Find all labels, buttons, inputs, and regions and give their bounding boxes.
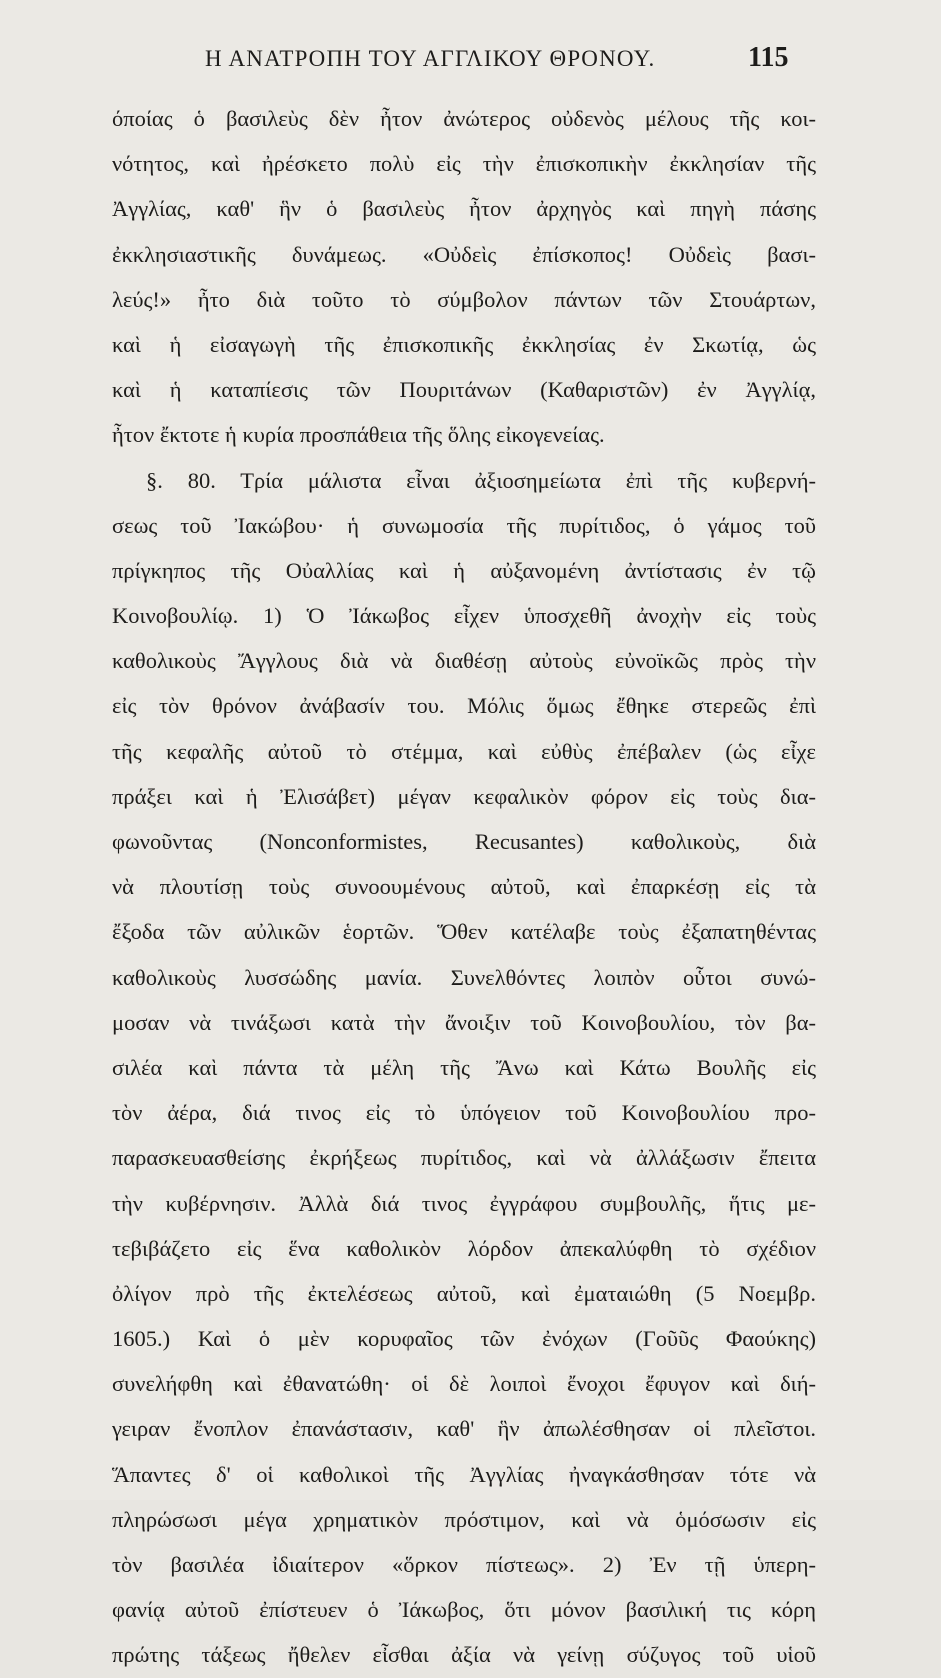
text-line: ἐκκλησιαστικῆς δυνάμεως. «Οὐδεὶς ἐπίσκοπος! Οὐδεὶς βασι- <box>112 241 816 267</box>
text-line: καθολικοὺς λυσσώδης μανία. Συνελθόντες λοιπὸν οὗτοι συνώ- <box>112 964 816 990</box>
text-line: τῆς κεφαλῆς αὐτοῦ τὸ στέμμα, καὶ εὐθὺς ἐπέβαλεν (ὡς εἶχε <box>112 738 816 764</box>
text-line: ὀλίγον πρὸ τῆς ἐκτελέσεως αὐτοῦ, καὶ ἐματαιώθη (5 Νοεμβρ. <box>112 1280 816 1306</box>
text-line: φανίᾳ αὐτοῦ ἐπίστευεν ὁ Ἰάκωβος, ὅτι μόνον βασιλική τις κόρη <box>112 1597 816 1623</box>
text-line: όποίας ὁ βασιλεὺς δὲν ἦτον ἀνώτερος οὐδενὸς μέλους τῆς κοι- <box>112 106 816 131</box>
text-line: Κοινοβουλίῳ. 1) Ὁ Ἰάκωβος εἶχεν ὑποσχεθῆ ἀνοχὴν εἰς τοὺς <box>112 603 816 629</box>
text-line: μοσαν νὰ τινάξωσι κατὰ τὴν ἄνοιξιν τοῦ Κοινοβουλίου, τὸν βα- <box>112 1009 816 1035</box>
text-line: Ἀγγλίας, καθ' ἣν ὁ βασιλεὺς ἦτον ἀρχηγὸς καὶ πηγὴ πάσης <box>112 196 816 222</box>
text-line: σιλέα καὶ πάντα τὰ μέλη τῆς Ἄνω καὶ Κάτω Βουλῆς εἰς <box>112 1054 816 1080</box>
text-line: σεως τοῦ Ἰακώβου· ἡ συνωμοσία τῆς πυρίτιδος, ὁ γάμος τοῦ <box>112 512 816 538</box>
text-line: γειραν ἔνοπλον ἐπανάστασιν, καθ' ἣν ἀπωλέσθησαν οἱ πλεῖστοι. <box>112 1416 816 1442</box>
text-line: ἦτον ἔκτοτε ἡ κυρία προσπάθεια τῆς ὅλης εἰκογενείας. <box>112 422 605 448</box>
text-line: παρασκευασθείσης ἐκρήξεως πυρίτιδος, καὶ νὰ ἀλλάξωσιν ἔπειτα <box>112 1145 816 1171</box>
running-head <box>0 42 941 86</box>
text-line: λεύς!» ἦτο διὰ τοῦτο τὸ σύμβολον πάντων τῶν Στουάρτων, <box>112 286 816 312</box>
text-line: τὴν κυβέρνησιν. Ἀλλὰ διά τινος ἐγγράφου συμβουλῆς, ἥτις με- <box>112 1190 816 1216</box>
text-line: τὸν ἀέρα, διά τινος εἰς τὸ ὑπόγειον τοῦ Κοινοβουλίου προ- <box>112 1100 816 1126</box>
section-start-line: §. 80. Τρία μάλιστα εἶναι ἀξιοσημείωτα ἐπὶ τῆς κυβερνή- <box>146 467 816 493</box>
text-line: νὰ πλουτίσῃ τοὺς συνοουμένους αὐτοῦ, καὶ ἐπαρκέσῃ εἰς τὰ <box>112 874 816 900</box>
text-line: 1605.) Καὶ ὁ μὲν κορυφαῖος τῶν ἐνόχων (Γοῦῦς Φαούκης) <box>112 1326 816 1352</box>
text-line: καὶ ἡ εἰσαγωγὴ τῆς ἐπισκοπικῆς ἐκκλησίας ἐν Σκωτίᾳ, ὡς <box>112 331 816 357</box>
page-number: 115 <box>748 42 789 73</box>
text-line: νότητος, καὶ ἠρέσκετο πολὺ εἰς τὴν ἐπισκοπικὴν ἐκκλησίαν τῆς <box>112 151 816 177</box>
text-line: Ἅπαντες δ' οἱ καθολικοὶ τῆς Ἀγγλίας ἠναγκάσθησαν τότε νὰ <box>112 1461 816 1487</box>
running-title: Η ΑΝΑΤΡΟΠΗ ΤΟΥ ΑΓΓΛΙΚΟΥ ΘΡΟΝΟΥ. <box>205 46 656 71</box>
text-line: ἔξοδα τῶν αὐλικῶν ἑορτῶν. Ὅθεν κατέλαβε τοὺς ἐξαπατηθέντας <box>112 919 816 945</box>
text-line: πράξει καὶ ἡ Ἐλισάβετ) μέγαν κεφαλικὸν φόρον εἰς τοὺς δια- <box>112 783 816 809</box>
text-line: πρίγκηπος τῆς Οὐαλλίας καὶ ἡ αὐξανομένη ἀντίστασις ἐν τῷ <box>112 557 816 583</box>
text-line: καὶ ἡ καταπίεσις τῶν Πουριτάνων (Καθαριστῶν) ἐν Ἀγγλίᾳ, <box>112 377 816 403</box>
text-line: καθολικοὺς Ἄγγλους διὰ νὰ διαθέσῃ αὐτοὺς εὐνοϊκῶς πρὸς τὴν <box>112 648 816 674</box>
text-line: φωνοῦντας (Nonconformistes, Recusantes) καθολικοὺς, διὰ <box>112 829 816 854</box>
text-line: τεβιβάζετο εἰς ἕνα καθολικὸν λόρδον ἀπεκαλύφθη τὸ σχέδιον <box>112 1235 816 1261</box>
text-line: πρώτης τάξεως ἤθελεν εἶσθαι ἀξία νὰ γείνῃ σύζυγος τοῦ υἱοῦ <box>112 1642 816 1668</box>
text-line: συνελήφθη καὶ ἐθανατώθη· οἱ δὲ λοιποὶ ἔνοχοι ἔφυγον καὶ διή- <box>112 1371 816 1397</box>
text-line: τὸν βασιλέα ἰδιαίτερον «ὅρκον πίστεως». 2) Ἐν τῇ ὑπερη- <box>112 1552 816 1577</box>
text-line: εἰς τὸν θρόνον ἀνάβασίν του. Μόλις ὅμως ἔθηκε στερεῶς ἐπὶ <box>112 693 816 719</box>
text-line: πληρώσωσι μέγα χρηματικὸν πρόστιμον, καὶ νὰ ὁμόσωσιν εἰς <box>112 1506 816 1532</box>
body-text <box>112 96 816 1678</box>
